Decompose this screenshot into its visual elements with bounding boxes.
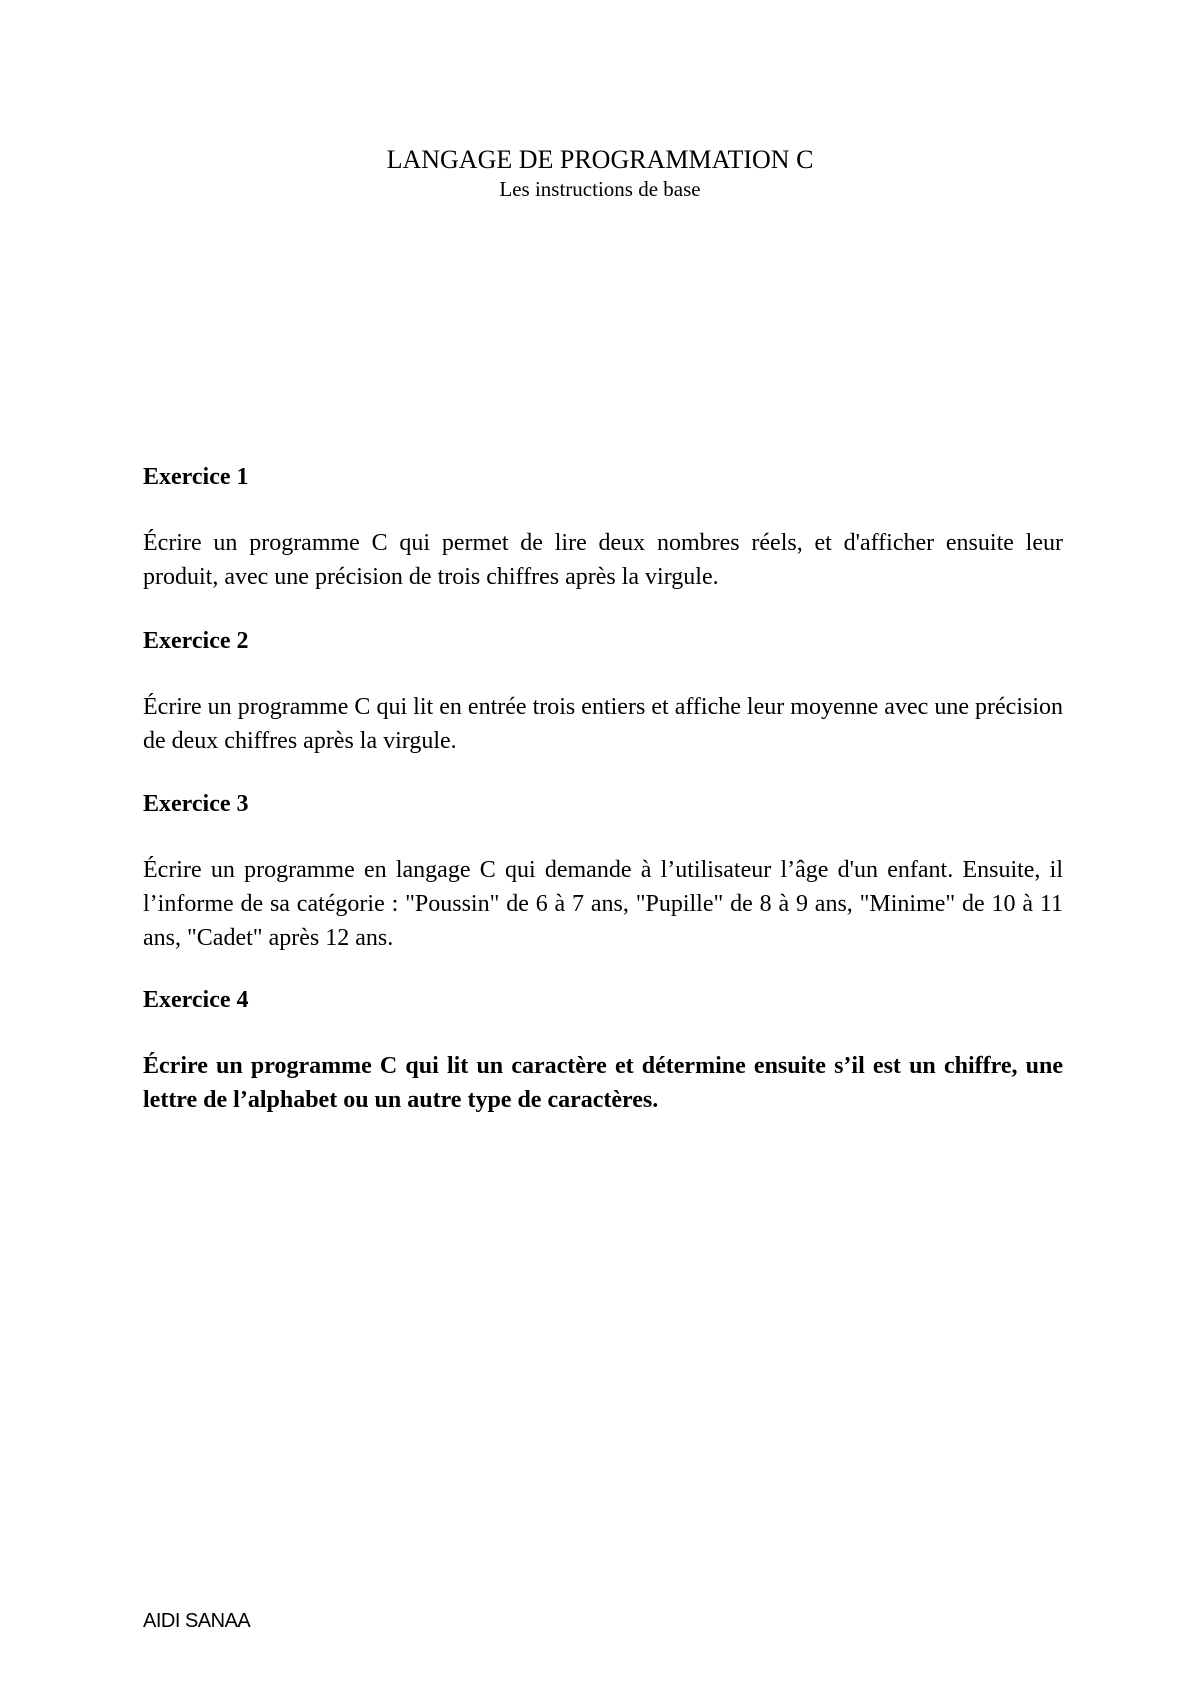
exercise-1: [143, 462, 1063, 594]
exercise-text: Écrire un programme C qui lit en entrée trois entiers et affiche leur moyenne avec une précision de deux chiffres après la virgule.: [143, 694, 1063, 754]
document-subtitle: Les instructions de base: [499, 177, 701, 201]
exercise-text: Écrire un programme C qui permet de lire deux nombres réels, et d'afficher ensuite leur produit, avec une précision de trois chiffres après la virgule.: [143, 530, 1063, 590]
exercise-heading: Exercice 1: [143, 464, 249, 490]
exercise-3: [143, 789, 1063, 955]
exercise-heading: Exercice 3: [143, 791, 249, 817]
exercise-text: Écrire un programme en langage C qui demande à l’utilisateur l’âge d'un enfant. Ensuite, il l’informe de sa catégorie : "Poussin" de 6 à 7 ans, "Pupille" de 8 à 9 ans, "Minime" de 10 à 11 ans, "Cadet" après 12 ans.: [143, 857, 1063, 951]
title-block: [0, 144, 1200, 202]
document-title: LANGAGE DE PROGRAMMATION C: [386, 145, 814, 174]
exercise-heading: Exercice 2: [143, 628, 249, 654]
footer-author: AIDI SANAA: [143, 1610, 251, 1632]
exercise-2: [143, 626, 1063, 758]
exercise-heading: Exercice 4: [143, 987, 249, 1013]
exercise-text: Écrire un programme C qui lit un caractère et détermine ensuite s’il est un chiffre, une lettre de l’alphabet ou un autre type de caractères.: [143, 1053, 1063, 1113]
exercise-4: [143, 985, 1063, 1117]
